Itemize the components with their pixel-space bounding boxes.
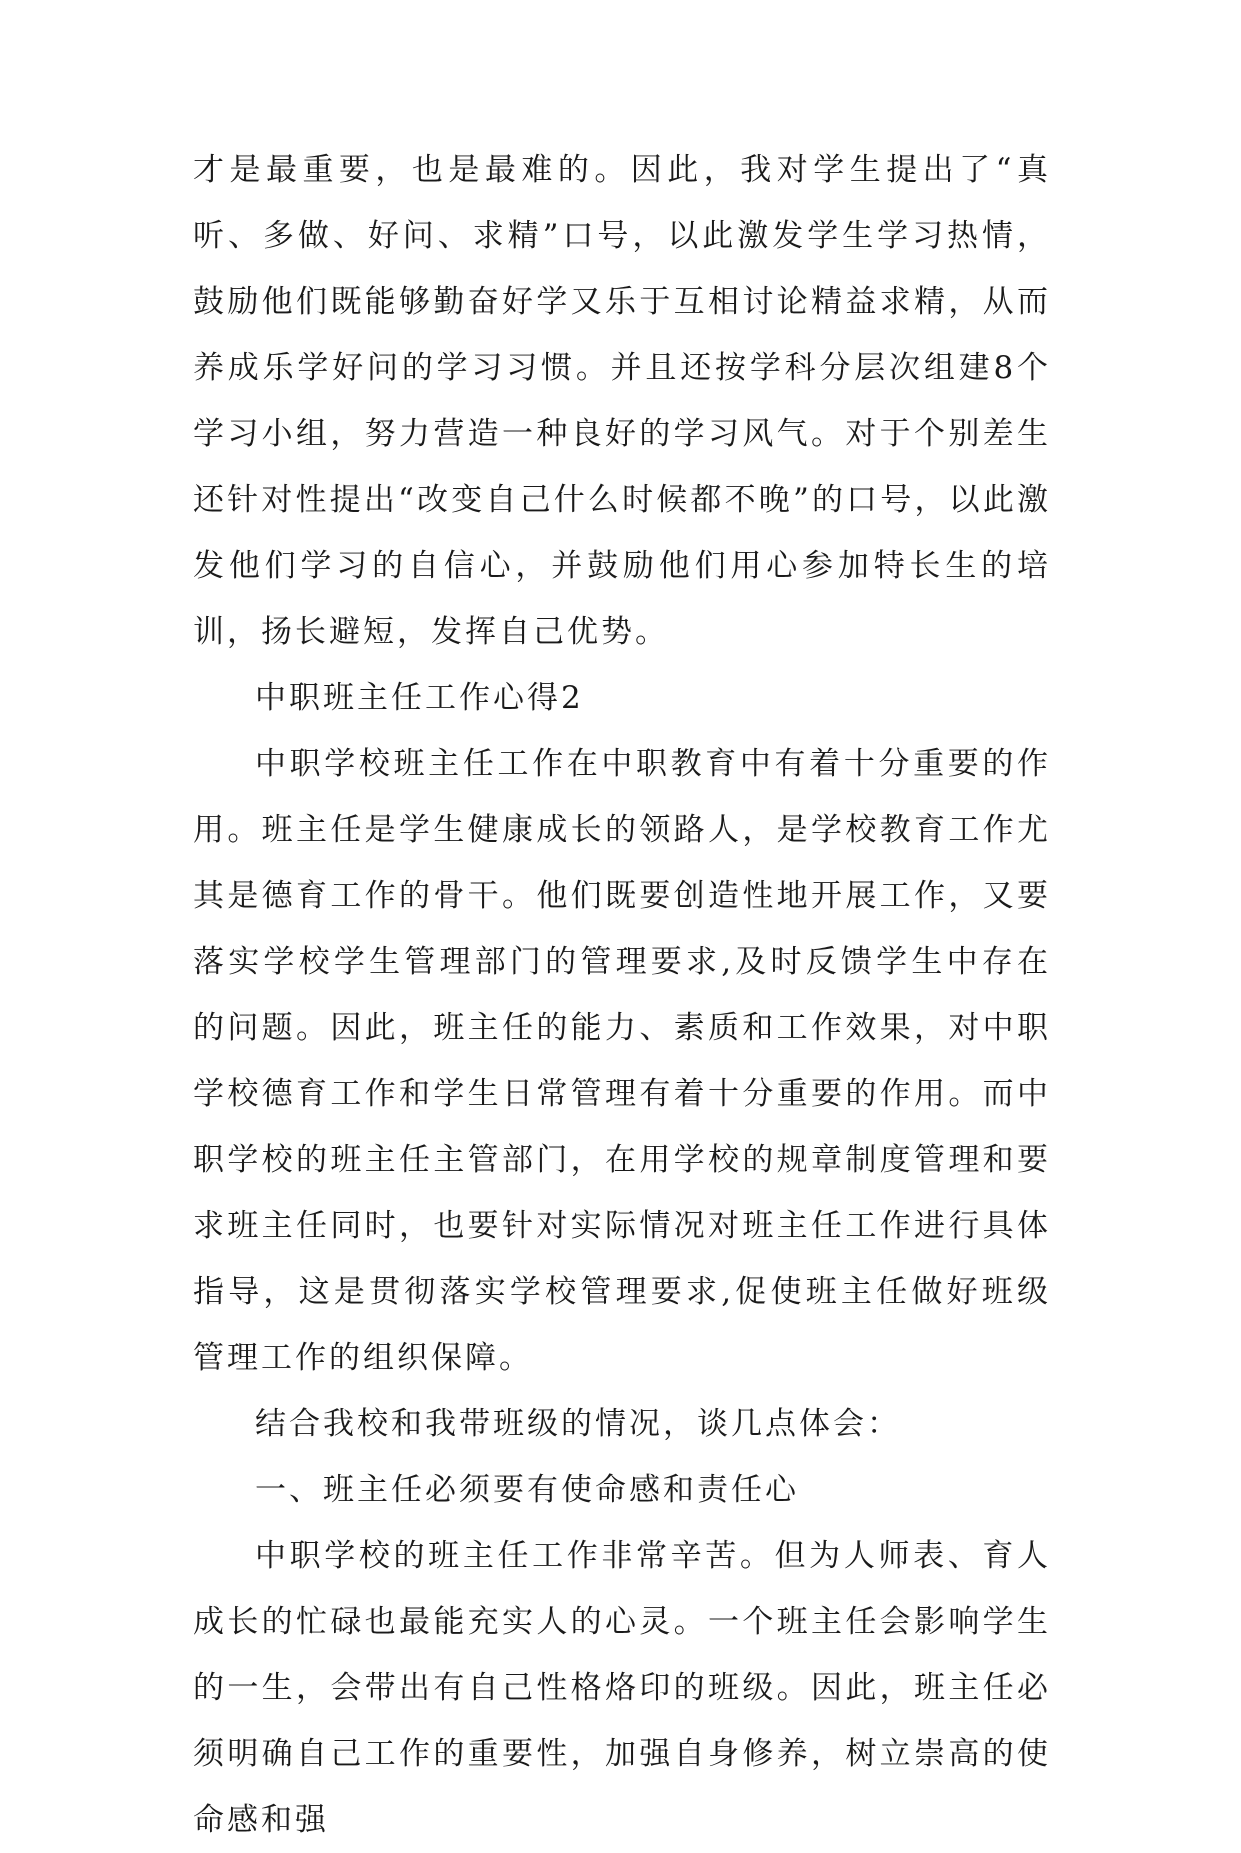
paragraph-lead-in: 结合我校和我带班级的情况，谈几点体会： [255,1406,901,1442]
subheading-one: 一、班主任必须要有使命感和责任心 [255,1472,799,1508]
section-title: 中职班主任工作心得2 [255,680,584,716]
paragraph-intro: 中职学校班主任工作在中职教育中有着十分重要的作用。班主任是学生健康成长的领路人，是学校教育工作尤其是德育工作的骨干。他们既要创造性地开展工作，又要落实学校学生管理部门的管理要求,及时反馈学生中存在的问题。因此，班主任的能力、素质和工作效果，对中职学校德育工作和学生日常管理有着十分重要的作用。而中职学校的班主任主管部门，在用学校的规章制度管理和要求班主任同时，也要针对实际情况对班主任工作进行具体指导，这是贯彻落实学校管理要求,促使班主任做好班级管理工作的组织保障。 [193,746,1051,1376]
paragraph-continuation: 才是最重要，也是最难的。因此，我对学生提出了“真听、多做、好问、求精”口号，以此激发学生学习热情，鼓励他们既能够勤奋好学又乐于互相讨论精益求精，从而养成乐学好问的学习习惯。并且还按学科分层次组建8个学习小组，努力营造一种良好的学习风气。对于个别差生还针对性提出“改变自己什么时候都不晚”的口号，以此激发他们学习的自信心，并鼓励他们用心参加特长生的培训，扬长避短，发挥自己优势。 [193,152,1051,650]
document-page [193,137,1051,1853]
paragraph-body: 中职学校的班主任工作非常辛苦。但为人师表、育人成长的忙碌也最能充实人的心灵。一个班主任会影响学生的一生，会带出有自己性格烙印的班级。因此，班主任必须明确自己工作的重要性，加强自身修养，树立崇高的使命感和强 [193,1538,1051,1838]
